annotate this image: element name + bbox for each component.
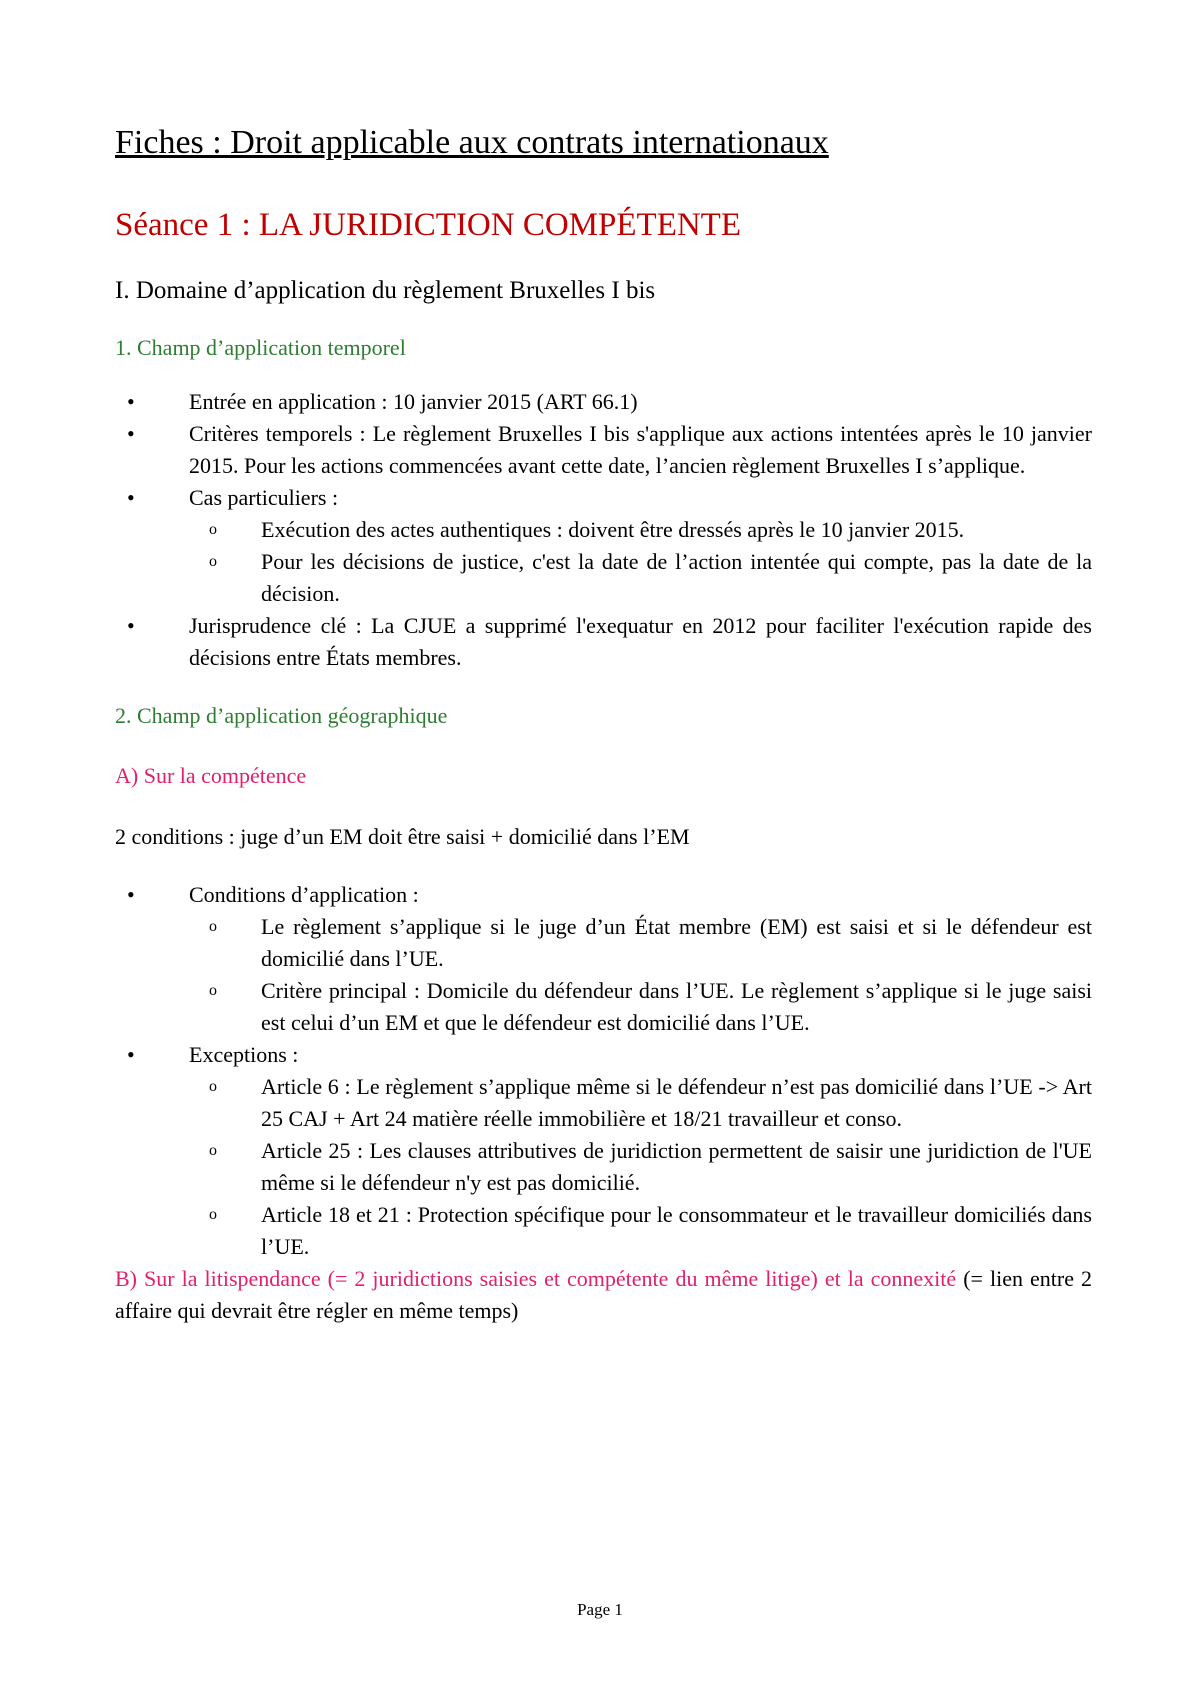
geographique-list bbox=[115, 879, 1092, 1263]
document-title: Fiches : Droit applicable aux contrats internationaux bbox=[115, 124, 829, 161]
item-label: Cas particuliers : bbox=[189, 485, 339, 511]
subsection-heading-temporel: 1. Champ d’application temporel bbox=[115, 334, 406, 360]
list-item bbox=[115, 1039, 1092, 1263]
sub-item-text: : Protection spécifique pour le consommateur et le travailleur domiciliés dans l’UE. bbox=[261, 1201, 1092, 1259]
sub-item-label: Article 6 bbox=[261, 1073, 339, 1099]
part-a-heading: A) Sur la compétence bbox=[115, 763, 307, 789]
circle-bullet-icon: o bbox=[209, 521, 217, 539]
circle-bullet-icon: o bbox=[209, 1205, 217, 1223]
item-label: Entrée en application : bbox=[189, 389, 388, 415]
circle-bullet-icon: o bbox=[209, 917, 217, 935]
bullet-icon: • bbox=[127, 389, 135, 415]
sub-list-item bbox=[189, 546, 1092, 610]
list-item bbox=[115, 610, 1092, 674]
bullet-icon: • bbox=[127, 1041, 135, 1067]
sub-item-text: Le règlement s’applique si le juge d’un État membre (EM) est saisi et si le défendeur est domicilié dans l’UE. bbox=[261, 913, 1092, 971]
item-text: La CJUE a supprimé l'exequatur en 2012 pour faciliter l'exécution rapide des décisions entre États membres. bbox=[189, 613, 1092, 671]
sub-item-text: : Domicile du défendeur dans l’UE. Le règlement s’applique si le juge saisi est celui d’un EM et que le défendeur est domicilié dans l’UE. bbox=[261, 977, 1093, 1035]
item-text: 10 janvier 2015 (ART 66.1) bbox=[387, 389, 638, 415]
sub-list-item bbox=[189, 1199, 1092, 1263]
item-label: Conditions d’application : bbox=[189, 881, 419, 907]
circle-bullet-icon: o bbox=[209, 1077, 217, 1095]
sub-list-item bbox=[189, 975, 1092, 1039]
part-b-heading bbox=[115, 1263, 1092, 1327]
item-text: Le règlement Bruxelles I bis s'applique aux actions intentées après le 10 janvier 2015. Pour les actions commencées avant cette date, l’ancien règlement Bruxelles I s’applique. bbox=[189, 421, 1092, 479]
bullet-icon: • bbox=[127, 881, 135, 907]
circle-bullet-icon: o bbox=[209, 1141, 217, 1159]
list-item bbox=[115, 418, 1092, 482]
list-item bbox=[115, 482, 1092, 610]
item-label: Jurisprudence clé : bbox=[189, 613, 362, 639]
sub-item-label: Article 18 et 21 bbox=[261, 1201, 400, 1227]
part-b-pink-text: B) Sur la litispendance (= 2 juridictions saisies et compétente du même litige) et la connexité bbox=[115, 1265, 957, 1291]
bullet-icon: • bbox=[127, 421, 135, 447]
sub-item-text: Pour les décisions de justice, c'est la date de l’action intentée qui compte, pas la date de la décision. bbox=[261, 549, 1092, 607]
sub-item-text: Exécution des actes authentiques : doivent être dressés après le 10 janvier 2015. bbox=[261, 517, 965, 543]
sub-item-label: Critère principal bbox=[261, 977, 408, 1003]
cas-particuliers-list bbox=[189, 514, 1092, 610]
sub-list-item bbox=[189, 911, 1092, 975]
circle-bullet-icon: o bbox=[209, 981, 217, 999]
temporel-list bbox=[115, 386, 1092, 674]
section-heading-1: I. Domaine d’application du règlement Bruxelles I bis bbox=[115, 277, 656, 305]
sub-list-item bbox=[189, 514, 1092, 546]
sub-list-item bbox=[189, 1071, 1092, 1135]
bullet-icon: • bbox=[127, 485, 135, 511]
sub-item-text: : Les clauses attributives de juridiction permettent de saisir une juridiction de l'UE même si le défendeur n'y est pas domicilié. bbox=[261, 1137, 1092, 1195]
item-label: Exceptions : bbox=[189, 1041, 299, 1067]
seance-title: Séance 1 : LA JURIDICTION COMPÉTENTE bbox=[115, 206, 742, 243]
conditions-line: 2 conditions : juge d’un EM doit être saisi + domicilié dans l’EM bbox=[115, 823, 690, 849]
list-item bbox=[115, 879, 1092, 1039]
bullet-icon: • bbox=[127, 613, 135, 639]
conditions-sub-list bbox=[189, 911, 1092, 1039]
sub-item-text: : Le règlement s’applique même si le défendeur n’est pas domicilié dans l’UE -> Art 25 CAJ + Art 24 matière réelle immobilière et 18/21 travailleur et conso. bbox=[261, 1073, 1092, 1131]
exceptions-sub-list bbox=[189, 1071, 1092, 1263]
sub-list-item bbox=[189, 1135, 1092, 1199]
circle-bullet-icon: o bbox=[209, 553, 217, 571]
part-b-black-text: (= lien entre 2 affaire qui devrait être régler en même temps) bbox=[115, 1265, 1092, 1323]
list-item bbox=[115, 386, 1092, 418]
subsection-heading-geographique: 2. Champ d’application géographique bbox=[115, 703, 448, 729]
page-number: Page 1 bbox=[577, 1600, 623, 1619]
item-label: Critères temporels : bbox=[189, 421, 366, 447]
document-content bbox=[115, 115, 1092, 1327]
sub-item-label: Article 25 bbox=[261, 1137, 351, 1163]
